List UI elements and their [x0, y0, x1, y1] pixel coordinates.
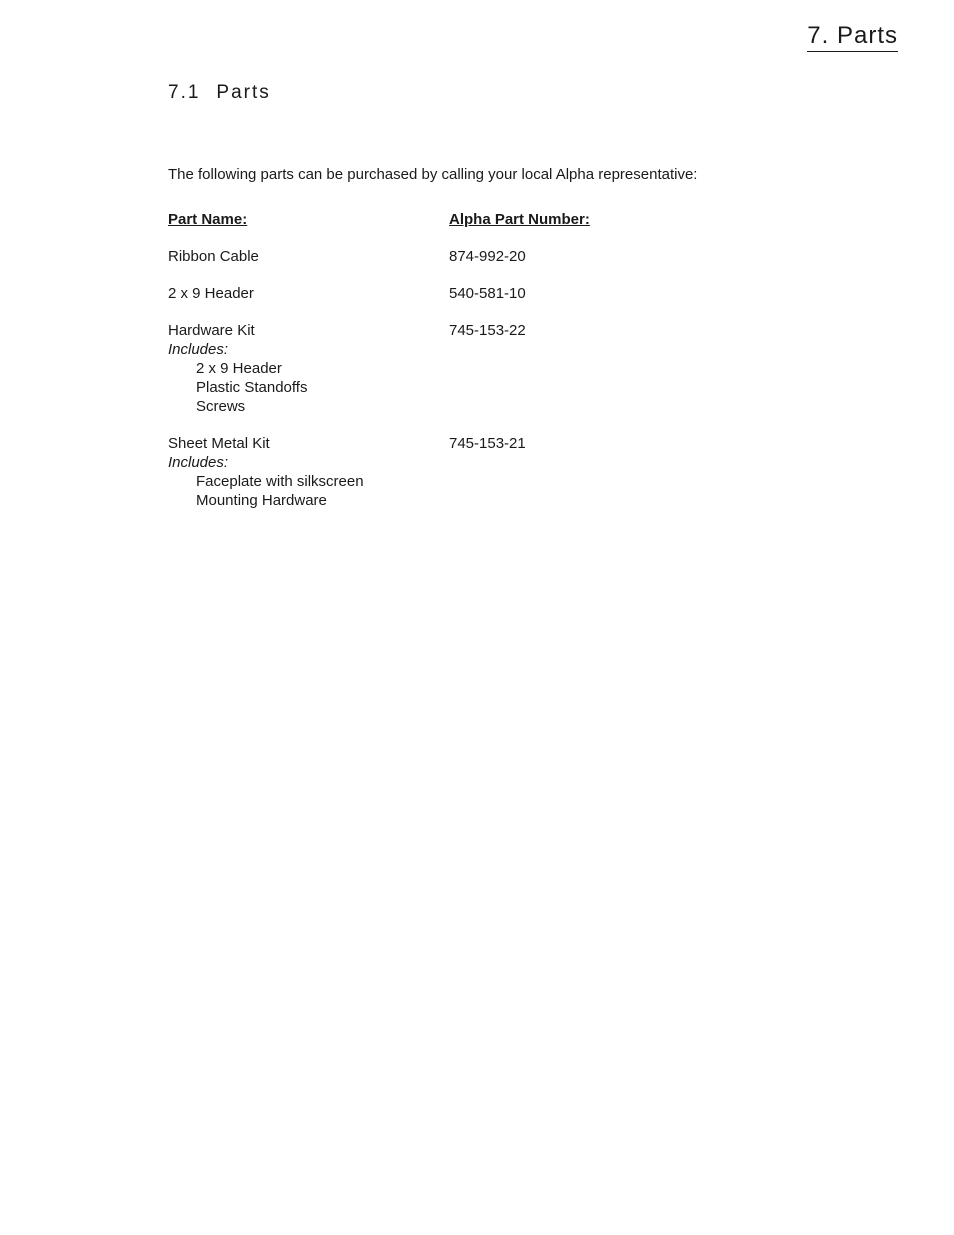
part-number-header: Alpha Part Number: — [449, 211, 590, 228]
included-item: Faceplate with silkscreen — [196, 473, 364, 490]
table-header-row — [168, 210, 768, 229]
intro-paragraph: The following parts can be purchased by calling your local Alpha representative: — [168, 166, 698, 183]
table-row — [168, 434, 768, 510]
part-number: 745-153-21 — [449, 435, 526, 452]
part-number: 745-153-22 — [449, 322, 526, 339]
part-number: 540-581-10 — [449, 285, 526, 302]
part-number: 874-992-20 — [449, 248, 526, 265]
part-name: Sheet Metal Kit — [168, 435, 270, 452]
table-row — [168, 284, 768, 303]
section-title — [168, 81, 271, 105]
part-name: Hardware Kit — [168, 322, 255, 339]
parts-table — [168, 210, 768, 528]
part-name: Ribbon Cable — [168, 248, 259, 265]
section-number: 7.1 — [168, 82, 201, 103]
included-item: Mounting Hardware — [196, 492, 327, 509]
chapter-title: 7. Parts — [807, 22, 898, 52]
table-row — [168, 247, 768, 266]
includes-label: Includes: — [168, 341, 229, 358]
included-item: Screws — [196, 398, 246, 415]
table-row — [168, 321, 768, 416]
part-name: 2 x 9 Header — [168, 285, 254, 302]
includes-label: Includes: — [168, 454, 229, 471]
part-name-header: Part Name: — [168, 211, 248, 228]
section-title-text: Parts — [216, 82, 271, 103]
included-item: 2 x 9 Header — [196, 360, 282, 377]
included-item: Plastic Standoffs — [196, 379, 308, 396]
